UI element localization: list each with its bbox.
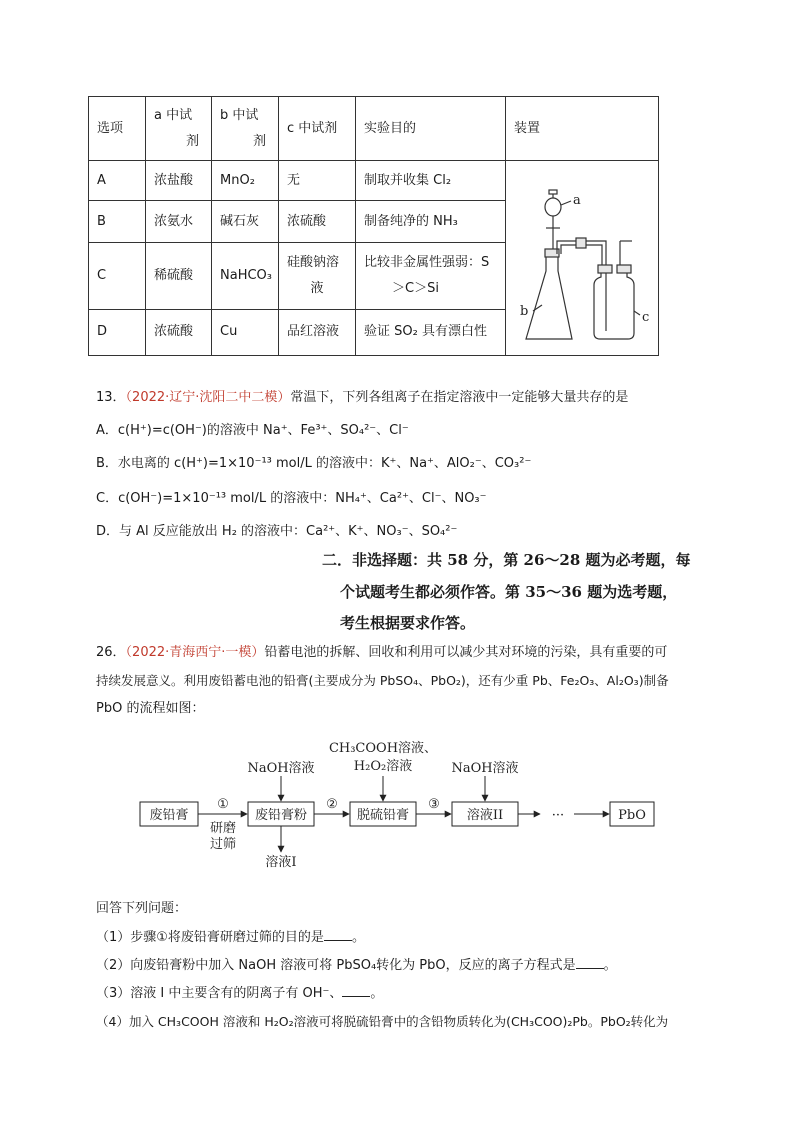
flow-ellipsis: ··· [551,808,565,823]
box1-label: 废铅膏 [149,808,189,823]
row-c-c: 硅酸钠溶 液 [279,243,356,309]
q13-stem-line [96,386,628,405]
row-c-a: 稀硫酸 [146,243,212,309]
header-a-reagent: a 中试 剂 [146,97,212,161]
header-b-reagent: b 中试 剂 [212,97,279,161]
step1-note-1: 研磨 [209,821,237,836]
row-c-purpose: 比较非金属性强弱：S ＞C＞Si [356,243,506,309]
apparatus-diagram [506,161,658,355]
apparatus-cell [506,161,659,356]
q26-sub1-text: （1）步骤①将废铅膏研磨过筛的目的是 [96,930,324,945]
row-a-purpose: 制取并收集 Cl₂ [356,161,506,201]
step3-marker: ③ [428,797,440,812]
step2-marker: ② [326,797,338,812]
step1-note-2: 过筛 [209,837,237,852]
q13-stem: 常温下，下列各组离子在指定溶液中一定能够大量共存的是 [290,390,629,405]
row-a-b: MnO₂ [212,161,279,201]
row-a-a: 浓盐酸 [146,161,212,201]
section2-heading-line1: 二．非选择题：共 58 分，第 26～28 题为必考题，每 [322,551,691,569]
q26-intro-line1 [96,640,696,665]
process-flowchart [130,730,670,880]
q13-source: （2022·辽宁·沈阳二中二模） [125,390,291,405]
q13-option-c: C．c(OH⁻)=1×10⁻¹³ mol/L 的溶液中：NH₄⁺、Ca²⁺、Cl⁻、NO₃⁻ [96,491,487,506]
q26-prompt: 回答下列问题： [96,901,188,916]
row-b-a: 浓氨水 [146,201,212,243]
q26-intro-line3: PbO 的流程如图： [96,701,205,716]
q13-option-b: B．水电离的 c(H⁺)=1×10⁻¹³ mol/L 的溶液中：K⁺、Na⁺、AlO₂⁻、CO₃²⁻ [96,456,532,471]
q26-sub3-text: （3）溶液 I 中主要含有的阴离子有 OH⁻、 [96,986,343,1001]
q26-sub1-end: 。 [351,930,365,945]
q13-number: 13． [96,390,126,405]
box4-label: 溶液II [466,808,504,823]
answer-blank[interactable] [342,986,370,997]
header-option: 选项 [89,97,146,161]
reagent-acid-1: CH₃COOH溶液、 [328,741,438,756]
row-d-purpose: 验证 SO₂ 具有漂白性 [356,309,506,355]
q26-intro-line2: 持续发展意义。利用废铅蓄电池的铅膏(主要成分为 PbSO₄、PbO₂)，还有少重 Pb、Fe₂O₃、Al₂O₃)制备 [96,673,669,688]
header-apparatus: 装置 [506,97,659,161]
q26-sub2-text: （2）向废铅膏粉中加入 NaOH 溶液可将 PbSO₄转化为 PbO，反应的离子方程式是 [96,958,576,973]
row-a-option: A [89,161,146,201]
row-d-a: 浓硫酸 [146,309,212,355]
row-d-b: Cu [212,309,279,355]
q26-source: （2022·青海西宁·一模） [125,645,265,660]
label-c: c [642,310,650,325]
row-b-c: 浓硫酸 [279,201,356,243]
q26-sub2-end: 。 [603,958,617,973]
flowchart-svg [130,730,670,880]
answer-blank[interactable] [576,958,604,969]
row-a-c: 无 [279,161,356,201]
label-b: b [520,304,529,319]
reagent-naoh-2: NaOH溶液 [451,761,519,776]
q26-intro-text-1: 铅蓄电池的拆解、回收和利用可以减少其对环境的污染，具有重要的可 [264,645,668,660]
q26-sub4: （4）加入 CH₃COOH 溶液和 H₂O₂溶液可将脱硫铅膏中的含铅物质转化为(CH₃COO)₂Pb。PbO₂转化为 [96,1014,669,1029]
q26-number: 26． [96,645,126,660]
output-solution-i: 溶液I [265,855,297,870]
q26-sub3 [96,981,696,1006]
reagent-naoh-1: NaOH溶液 [247,761,315,776]
box5-label: PbO [618,808,646,823]
row-b-b: 碱石灰 [212,201,279,243]
q13-option-d: D．与 Al 反应能放出 H₂ 的溶液中：Ca²⁺、K⁺、NO₃⁻、SO₄²⁻ [96,524,458,539]
answer-blank[interactable] [324,930,352,941]
row-b-purpose: 制备纯净的 NH₃ [356,201,506,243]
row-b-option: B [89,201,146,243]
row-d-c: 品红溶液 [279,309,356,355]
q26-sub1 [96,925,696,950]
label-a: a [573,193,581,208]
section2-heading-line2: 个试题考生都必须作答。第 35～36 题为选考题， [340,583,678,601]
row-c-option: C [89,243,146,309]
box3-label: 脱硫铅膏 [356,808,410,823]
row-c-b: NaHCO₃ [212,243,279,309]
section2-heading-line3: 考生根据要求作答。 [340,614,476,632]
reagent-acid-2: H₂O₂溶液 [353,759,413,774]
q13-option-a: A．c(H⁺)=c(OH⁻)的溶液中 Na⁺、Fe³⁺、SO₄²⁻、Cl⁻ [96,423,409,438]
q26-sub2 [96,953,696,978]
q26-sub3-end: 。 [370,986,384,1001]
step1-marker: ① [217,797,229,812]
box2-label: 废铅膏粉 [254,808,308,823]
header-c-reagent: c 中试剂 [279,97,356,161]
options-table [88,96,659,356]
header-purpose: 实验目的 [356,97,506,161]
row-d-option: D [89,309,146,355]
